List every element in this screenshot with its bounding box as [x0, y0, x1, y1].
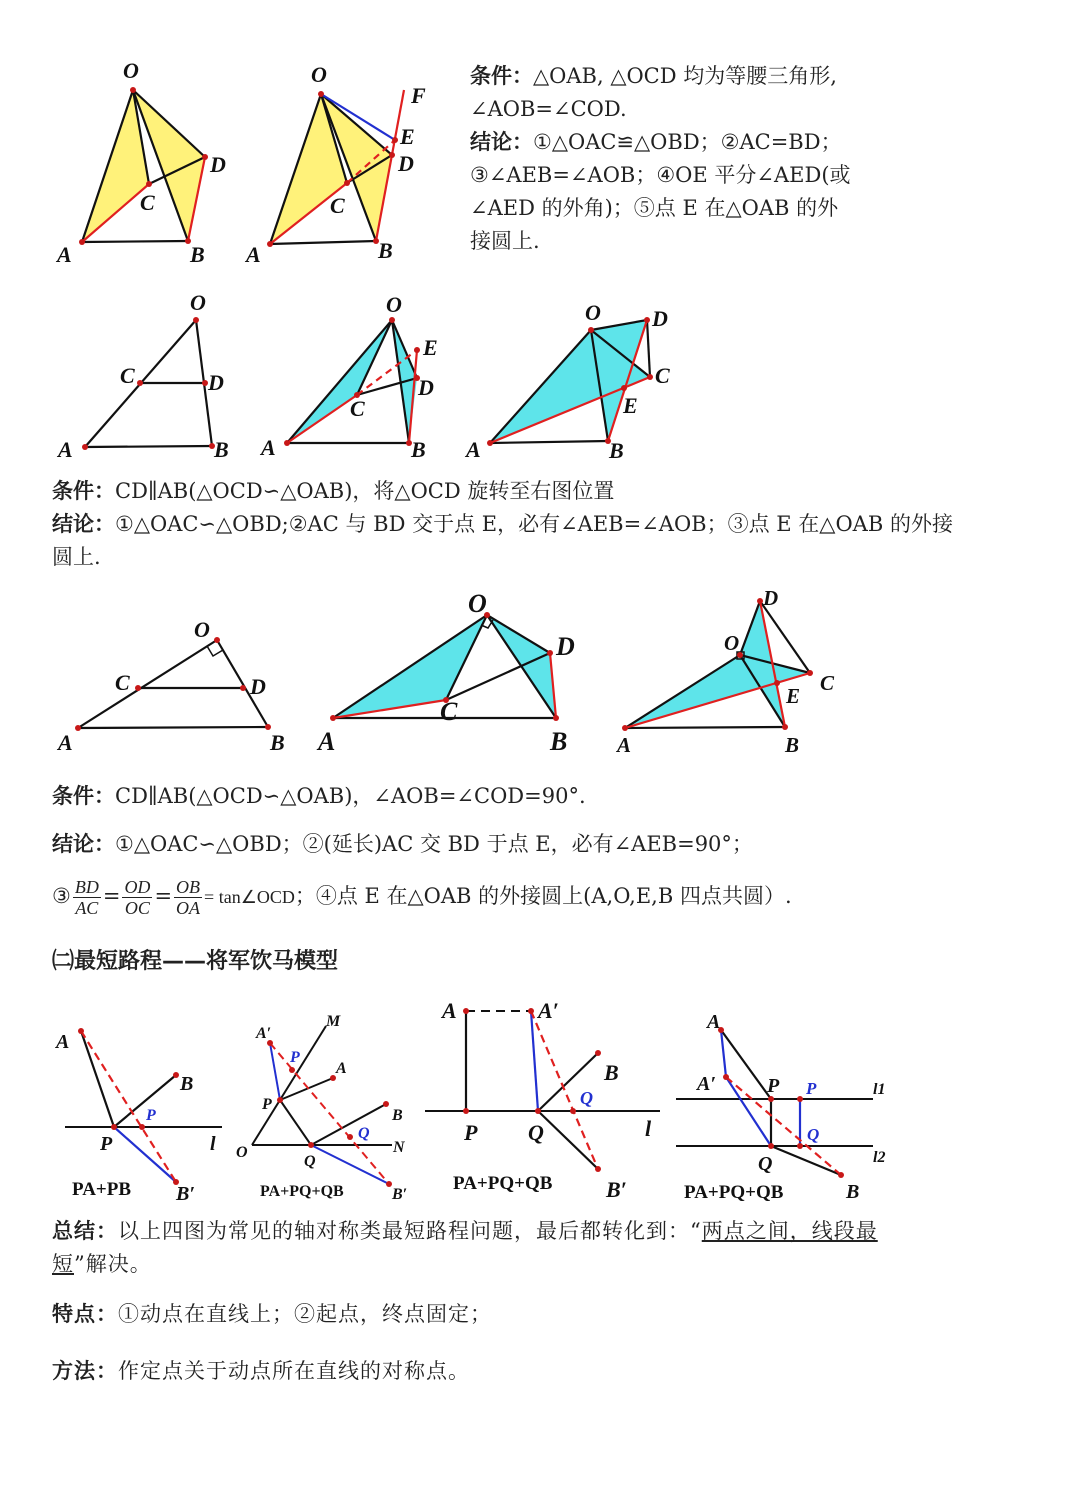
- label-d: D: [556, 632, 575, 661]
- section4-heading: ㈡最短路程——将军饮马模型: [52, 949, 339, 974]
- caption-fig12: PA+PQ+QB: [684, 1182, 784, 1203]
- figure-3-parallel-cd-ab: [55, 285, 240, 465]
- summary-line2: 短”解决。: [52, 1252, 152, 1276]
- label-b: B: [378, 238, 393, 263]
- label-a-prime: A′: [697, 1073, 716, 1095]
- label-b: B: [392, 1107, 403, 1124]
- figure-7-right-angle-rotated: [315, 585, 590, 760]
- caption-fig11: PA+PQ+QB: [453, 1173, 553, 1194]
- label-l: l: [210, 1133, 216, 1155]
- section1-line2: ∠AOB=∠COD.: [470, 97, 627, 121]
- figure-5-similar-rotated-2: [460, 290, 680, 465]
- label-q-dashed: Q: [807, 1125, 820, 1144]
- label-a: A: [617, 733, 632, 757]
- label-b-prime: B′: [392, 1186, 408, 1203]
- label-c: C: [330, 193, 345, 218]
- section3-conclusion: 结论：①△OAC∽△OBD；②(延长)AC 交 BD 于点 E，必有∠AEB=90°；: [52, 832, 753, 856]
- figure-11-pa-pq-qb-translate: [420, 990, 665, 1205]
- label-a: A: [318, 727, 336, 756]
- label-a: A: [336, 1060, 347, 1077]
- label-p-dashed: P: [806, 1079, 817, 1098]
- label-p: P: [100, 1133, 113, 1155]
- label-c: C: [820, 671, 835, 695]
- label-p: P: [767, 1075, 780, 1097]
- label-m: M: [326, 1013, 341, 1030]
- label-d: D: [208, 370, 224, 395]
- figure-8-right-angle-rotated-2: [610, 585, 850, 760]
- label-o: O: [585, 300, 601, 325]
- label-c: C: [655, 363, 670, 388]
- label-a: A: [442, 998, 457, 1023]
- figure-9-pa-pb: [50, 1020, 235, 1210]
- label-a: A: [56, 1031, 70, 1053]
- label-d: D: [250, 674, 266, 699]
- label-p: P: [262, 1096, 272, 1113]
- section2-conclusion: 结论：①△OAC∽△OBD;②AC 与 BD 交于点 E，必有∠AEB=∠AOB；③点 E 在△OAB 的外接: [52, 512, 953, 536]
- label-b-prime: B′: [176, 1183, 195, 1205]
- label-b: B: [270, 730, 285, 755]
- section1-line1: 条件：△OAB, △OCD 均为等腰三角形,: [470, 64, 837, 88]
- figure-1-congruent-isosceles: [50, 55, 240, 270]
- figure-12-pa-pq-qb-parallel: [670, 1005, 900, 1210]
- label-q-dashed: Q: [358, 1125, 370, 1142]
- label-l1: l1: [873, 1081, 886, 1098]
- figure-4-similar-rotated: [255, 285, 450, 465]
- label-c: C: [120, 363, 135, 388]
- label-q-dashed: Q: [580, 1088, 593, 1108]
- figure-2-congruent-rotated: [240, 55, 440, 270]
- summary: [52, 1215, 878, 1281]
- label-a: A: [707, 1011, 721, 1033]
- label-b: B: [846, 1181, 860, 1203]
- caption-fig10: PA+PQ+QB: [260, 1183, 344, 1200]
- label-a-prime: A′: [538, 998, 559, 1023]
- label-e: E: [786, 684, 801, 708]
- label-a: A: [466, 437, 481, 462]
- section1-line5: ∠AED 的外角)；⑤点 E 在△OAB 的外: [470, 196, 839, 220]
- triangle-oac-fill: [82, 90, 149, 242]
- label-c: C: [115, 670, 130, 695]
- section1-line4: ③∠AEB=∠AOB；④OE 平分∠AED(或: [470, 163, 851, 187]
- label-o: O: [468, 589, 487, 618]
- label-e: E: [400, 124, 415, 149]
- label-a: A: [246, 242, 261, 267]
- fraction-od-oc: $\frac{OD}{OC}$: [124, 877, 151, 918]
- label-c: C: [350, 396, 365, 421]
- label-a: A: [58, 730, 73, 755]
- section3-item3: ③ $\frac{BD}{AC}$ = $\frac{OD}{OC}$ = $\frac{OB}{OA}$ = tan∠OCD；④点 E 在△OAB 的外接圆上(A,O,E,B 四点共圆）.: [52, 877, 792, 918]
- summary-line1: 总结：以上四图为常见的轴对称类最短路程问题，最后都转化到：“两点之间，线段最: [52, 1219, 878, 1243]
- label-c: C: [440, 697, 458, 726]
- label-b-prime: B′: [606, 1177, 627, 1202]
- figure-10-pa-pq-qb: [228, 1010, 418, 1210]
- label-c: C: [140, 190, 155, 215]
- label-d: D: [210, 152, 226, 177]
- caption-fig9: PA+PB: [72, 1179, 132, 1200]
- fraction-ob-oa: $\frac{OB}{OA}$: [176, 877, 201, 918]
- label-o: O: [236, 1144, 248, 1161]
- section1-line6: 接圆上.: [470, 229, 540, 253]
- label-l: l: [645, 1116, 652, 1141]
- label-f: F: [411, 83, 426, 108]
- features: 特点：①动点在直线上；②起点，终点固定；: [52, 1302, 492, 1326]
- section2-conclusion-2: 圆上.: [52, 545, 101, 569]
- label-d: D: [398, 151, 414, 176]
- label-p-dashed: P: [146, 1107, 156, 1124]
- label-b: B: [411, 437, 426, 462]
- label-a: A: [57, 242, 72, 267]
- label-o: O: [724, 631, 740, 655]
- label-b: B: [550, 727, 568, 756]
- section2-text: [52, 475, 953, 574]
- section3-condition: 条件：CD∥AB(△OCD∽△OAB)，∠AOB=∠COD=90°.: [52, 784, 586, 808]
- fraction-bd-ac: $\frac{BD}{AC}$: [74, 877, 99, 918]
- label-b: B: [180, 1073, 194, 1095]
- label-b: B: [190, 242, 205, 267]
- label-p: P: [464, 1120, 478, 1145]
- label-a-prime: A′: [256, 1025, 272, 1042]
- dashed-ab-prime: [81, 1031, 176, 1182]
- dashed-a-prime-b-prime: [270, 1043, 389, 1184]
- label-b: B: [785, 733, 800, 757]
- label-n: N: [393, 1139, 405, 1156]
- method: 方法：作定点关于动点所在直线的对称点。: [52, 1359, 470, 1383]
- label-b: B: [609, 438, 624, 463]
- label-d: D: [763, 586, 779, 610]
- dashed-a-prime-b: [726, 1077, 841, 1175]
- label-d: D: [652, 306, 668, 331]
- figure-6-right-angle-parallel: [55, 610, 295, 760]
- label-o: O: [123, 58, 139, 83]
- label-o: O: [194, 617, 210, 642]
- section1-text: [470, 60, 851, 258]
- section1-line3: 结论：①△OAC≌△OBD；②AC=BD；: [470, 130, 842, 154]
- label-b: B: [604, 1060, 619, 1085]
- section2-condition: 条件：CD∥AB(△OCD∽△OAB)，将△OCD 旋转至右图位置: [52, 479, 615, 503]
- label-e: E: [623, 393, 638, 418]
- label-b: B: [214, 437, 229, 462]
- label-p-dashed: P: [290, 1049, 300, 1066]
- label-q: Q: [304, 1153, 316, 1170]
- label-a: A: [58, 437, 73, 462]
- label-q: Q: [758, 1153, 773, 1175]
- label-o: O: [311, 62, 327, 87]
- label-o: O: [190, 290, 206, 315]
- label-q: Q: [528, 1120, 544, 1145]
- label-d: D: [418, 375, 434, 400]
- label-e: E: [423, 335, 438, 360]
- label-o: O: [386, 292, 402, 317]
- label-a: A: [261, 435, 276, 460]
- label-l2: l2: [873, 1149, 886, 1166]
